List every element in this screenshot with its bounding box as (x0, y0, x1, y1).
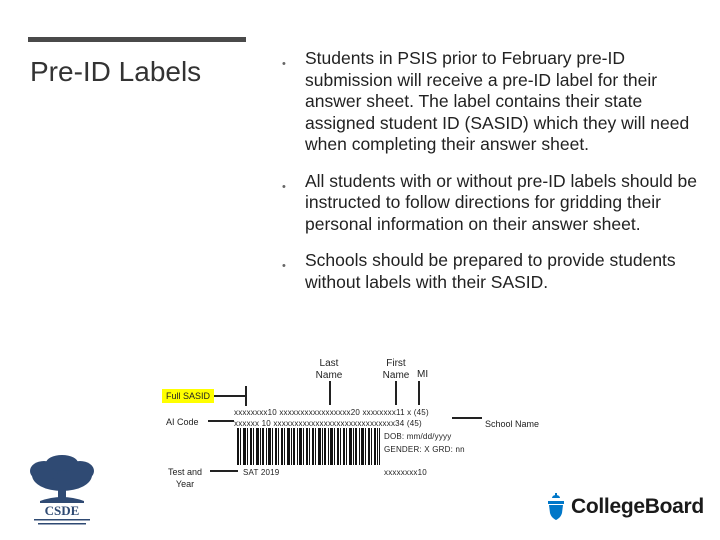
ai-code-label: AI Code (166, 417, 199, 427)
bullet-icon: • (282, 260, 286, 272)
sasid-pointer (245, 386, 247, 406)
dob-line: DOB: mm/dd/yyyy (384, 432, 452, 441)
collegeboard-text: CollegeBoard (571, 495, 704, 518)
label-line-2: xxxxxx 10 xxxxxxxxxxxxxxxxxxxxxxxxxxxxx34 (45) (234, 419, 422, 428)
title-bar (28, 37, 246, 42)
ai-code-connector (208, 420, 234, 422)
bullet-item (282, 171, 702, 236)
barcode (237, 428, 380, 465)
school-name-label: School Name (485, 419, 540, 429)
last-name-label: Last Name (315, 358, 343, 381)
mi-pointer (418, 381, 420, 405)
school-name-connector (452, 417, 482, 419)
gender-grade-line: GENDER: X GRD: nn (384, 445, 465, 454)
full-sasid-label: Full SASID (162, 389, 214, 403)
bullet-text: Schools should be prepared to provide students without labels with their SASID. (305, 250, 676, 292)
bullet-item (282, 48, 702, 156)
mi-label: MI (417, 369, 429, 380)
first-name-label: First Name (382, 358, 410, 381)
csde-logo-icon (20, 455, 104, 527)
acorn-icon (545, 493, 567, 521)
test-year-label: Test and Year (167, 467, 203, 489)
sasid-connector (214, 395, 247, 397)
bullet-icon: • (282, 180, 286, 193)
test-year-connector (210, 470, 238, 472)
label-line-1: xxxxxxxx10 xxxxxxxxxxxxxxxxx20 xxxxxxxx11 x (45) (234, 408, 429, 417)
collegeboard-logo (545, 492, 704, 522)
bullet-icon: • (282, 58, 286, 70)
school-code: xxxxxxxx10 (384, 468, 427, 477)
last-name-pointer (329, 381, 331, 405)
bullet-text: Students in PSIS prior to February pre-ID submission will receive a pre-ID label for their answer sheet. The label contains their state assigned student ID (SASID) which they will need when completing their answer sheet. (305, 48, 690, 154)
slide-title: Pre-ID Labels (30, 56, 202, 87)
csde-text: CSDE (44, 503, 80, 518)
bullet-text: All students with or without pre-ID labels should be instructed to follow directions for gridding their personal information on their answer sheet. (305, 170, 698, 234)
test-name: SAT 2019 (243, 468, 280, 477)
bullet-list (282, 48, 702, 308)
first-name-pointer (395, 381, 397, 405)
bullet-item (282, 250, 702, 293)
